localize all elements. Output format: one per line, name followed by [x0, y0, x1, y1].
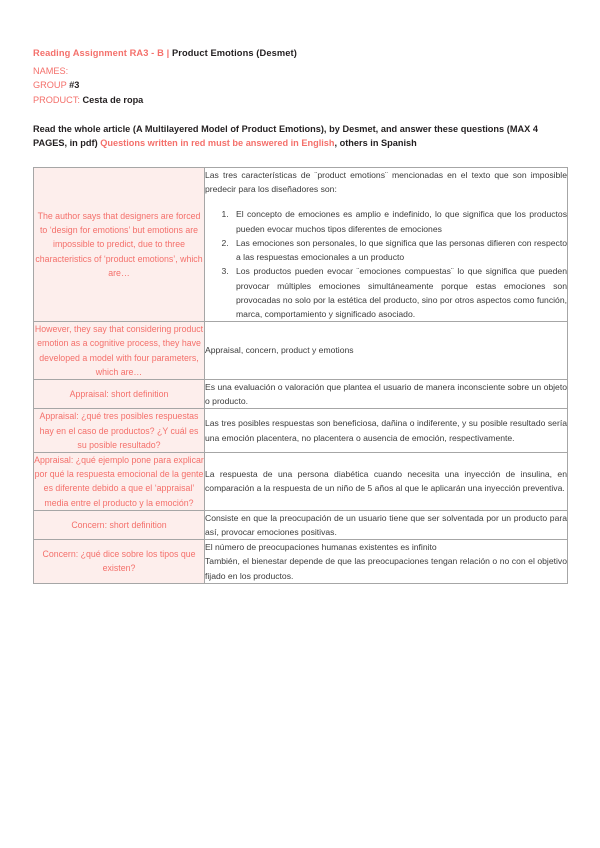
answer-cell[interactable]	[205, 168, 568, 322]
group-label: GROUP	[33, 80, 67, 91]
list-item: 1. El concepto de emociones es amplio e indefinido, lo que significa que los productos pueden evocar muchos tipos diferentes de emociones	[231, 207, 567, 235]
answer-lead-text: Las tres características de ¨product emotions¨ mencionadas en el texto que son imposible predecir para los diseñadores son:	[205, 170, 567, 195]
document-header	[33, 46, 569, 108]
instructions-paragraph	[33, 122, 538, 151]
title-separator: |	[166, 48, 170, 58]
answer-text: Es una evaluación o valoración que plantea el usuario de manera inconsciente sobre un objeto o producto.	[205, 381, 567, 407]
questions-answers-table	[33, 167, 568, 584]
group-value: #3	[69, 80, 80, 91]
product-row	[33, 93, 569, 108]
answer-text: Consiste en que la preocupación de un usuario tiene que ser solventada por un producto para así, provocar emociones positivas.	[205, 512, 567, 537]
answer-cell[interactable]	[205, 322, 568, 380]
table-row	[34, 409, 568, 453]
answer-cell[interactable]	[205, 510, 568, 539]
question-cell: Concern: ¿qué dice sobre los tipos que existen?	[34, 540, 205, 584]
instructions-part-one: Read the whole article (A Multilayered Model of Product Emotions), by Desmet, and answer these questions (MAX 4 PAGES, in pdf)	[33, 123, 538, 149]
question-cell: Appraisal: ¿qué tres posibles respuestas hay en el caso de productos? ¿Y cuál es su posible resultado?	[34, 409, 205, 453]
names-row	[33, 64, 569, 79]
assignment-label: Reading Assignment RA3 - B	[33, 48, 164, 58]
table-row	[34, 168, 568, 322]
list-item: 2. Las emociones son personales, lo que significa que las personas difieren con respecto a las respuestas emocionales a un producto	[231, 236, 567, 264]
list-item: 3. Los productos pueden evocar ¨emociones compuestas¨ lo que significa que pueden provocar múltiples emociones simultáneamente porque estas emociones son provocadas no solo por la estética del producto, sino por otros aspectos como función, marca, comportamiento y significado asociado.	[231, 264, 567, 321]
assignment-title	[33, 46, 569, 62]
table-row	[34, 322, 568, 380]
answer-text: Las tres posibles respuestas son beneficiosa, dañina o indiferente, y su posible resultado sería una emoción placentera, no placentera o ausencia de emoción, respectivamente.	[205, 418, 567, 443]
answer-cell[interactable]	[205, 540, 568, 584]
answer-text: La respuesta de una persona diabética cuando necesita una inyección de insulina, en comparación a la respuesta de un niño de 5 años al que le aplicarán una inyección preventiva.	[205, 469, 567, 494]
answer-cell[interactable]	[205, 409, 568, 453]
answer-text-line-two: También, el bienestar depende de que las preocupaciones tengan relación o no con el objetivo fijado en los productos.	[205, 556, 567, 581]
question-cell: Appraisal: ¿qué ejemplo pone para explicar por qué la respuesta emocional de la gente es diferente debido a que el ‘appraisal’ media entre el producto y la emoción?	[34, 452, 205, 510]
question-cell: Appraisal: short definition	[34, 379, 205, 408]
group-row	[33, 78, 569, 93]
question-cell: Concern: short definition	[34, 510, 205, 539]
table-row	[34, 510, 568, 539]
characteristics-list	[205, 207, 567, 321]
names-label: NAMES:	[33, 65, 69, 76]
table-row	[34, 452, 568, 510]
question-cell: However, they say that considering product emotion as a cognitive process, they have developed a model with four parameters, which are…	[34, 322, 205, 380]
assignment-topic: Product Emotions (Desmet)	[171, 48, 297, 58]
table-row	[34, 379, 568, 408]
product-label: PRODUCT:	[33, 95, 80, 106]
instructions-part-two: , others in Spanish	[334, 138, 417, 149]
question-cell: The author says that designers are forced to ‘design for emotions’ but emotions are impossible to predict, due to three characteristics of ‘product emotions’, which are…	[34, 168, 205, 322]
answer-text: Appraisal, concern, product y emotions	[205, 345, 354, 356]
instructions-english-note: Questions written in red must be answered in English	[100, 138, 335, 149]
answer-cell[interactable]	[205, 379, 568, 408]
product-value: Cesta de ropa	[82, 95, 144, 106]
answer-cell[interactable]	[205, 452, 568, 510]
answer-text-line-one: El número de preocupaciones humanas existentes es infinito	[205, 542, 437, 553]
table-row	[34, 540, 568, 584]
